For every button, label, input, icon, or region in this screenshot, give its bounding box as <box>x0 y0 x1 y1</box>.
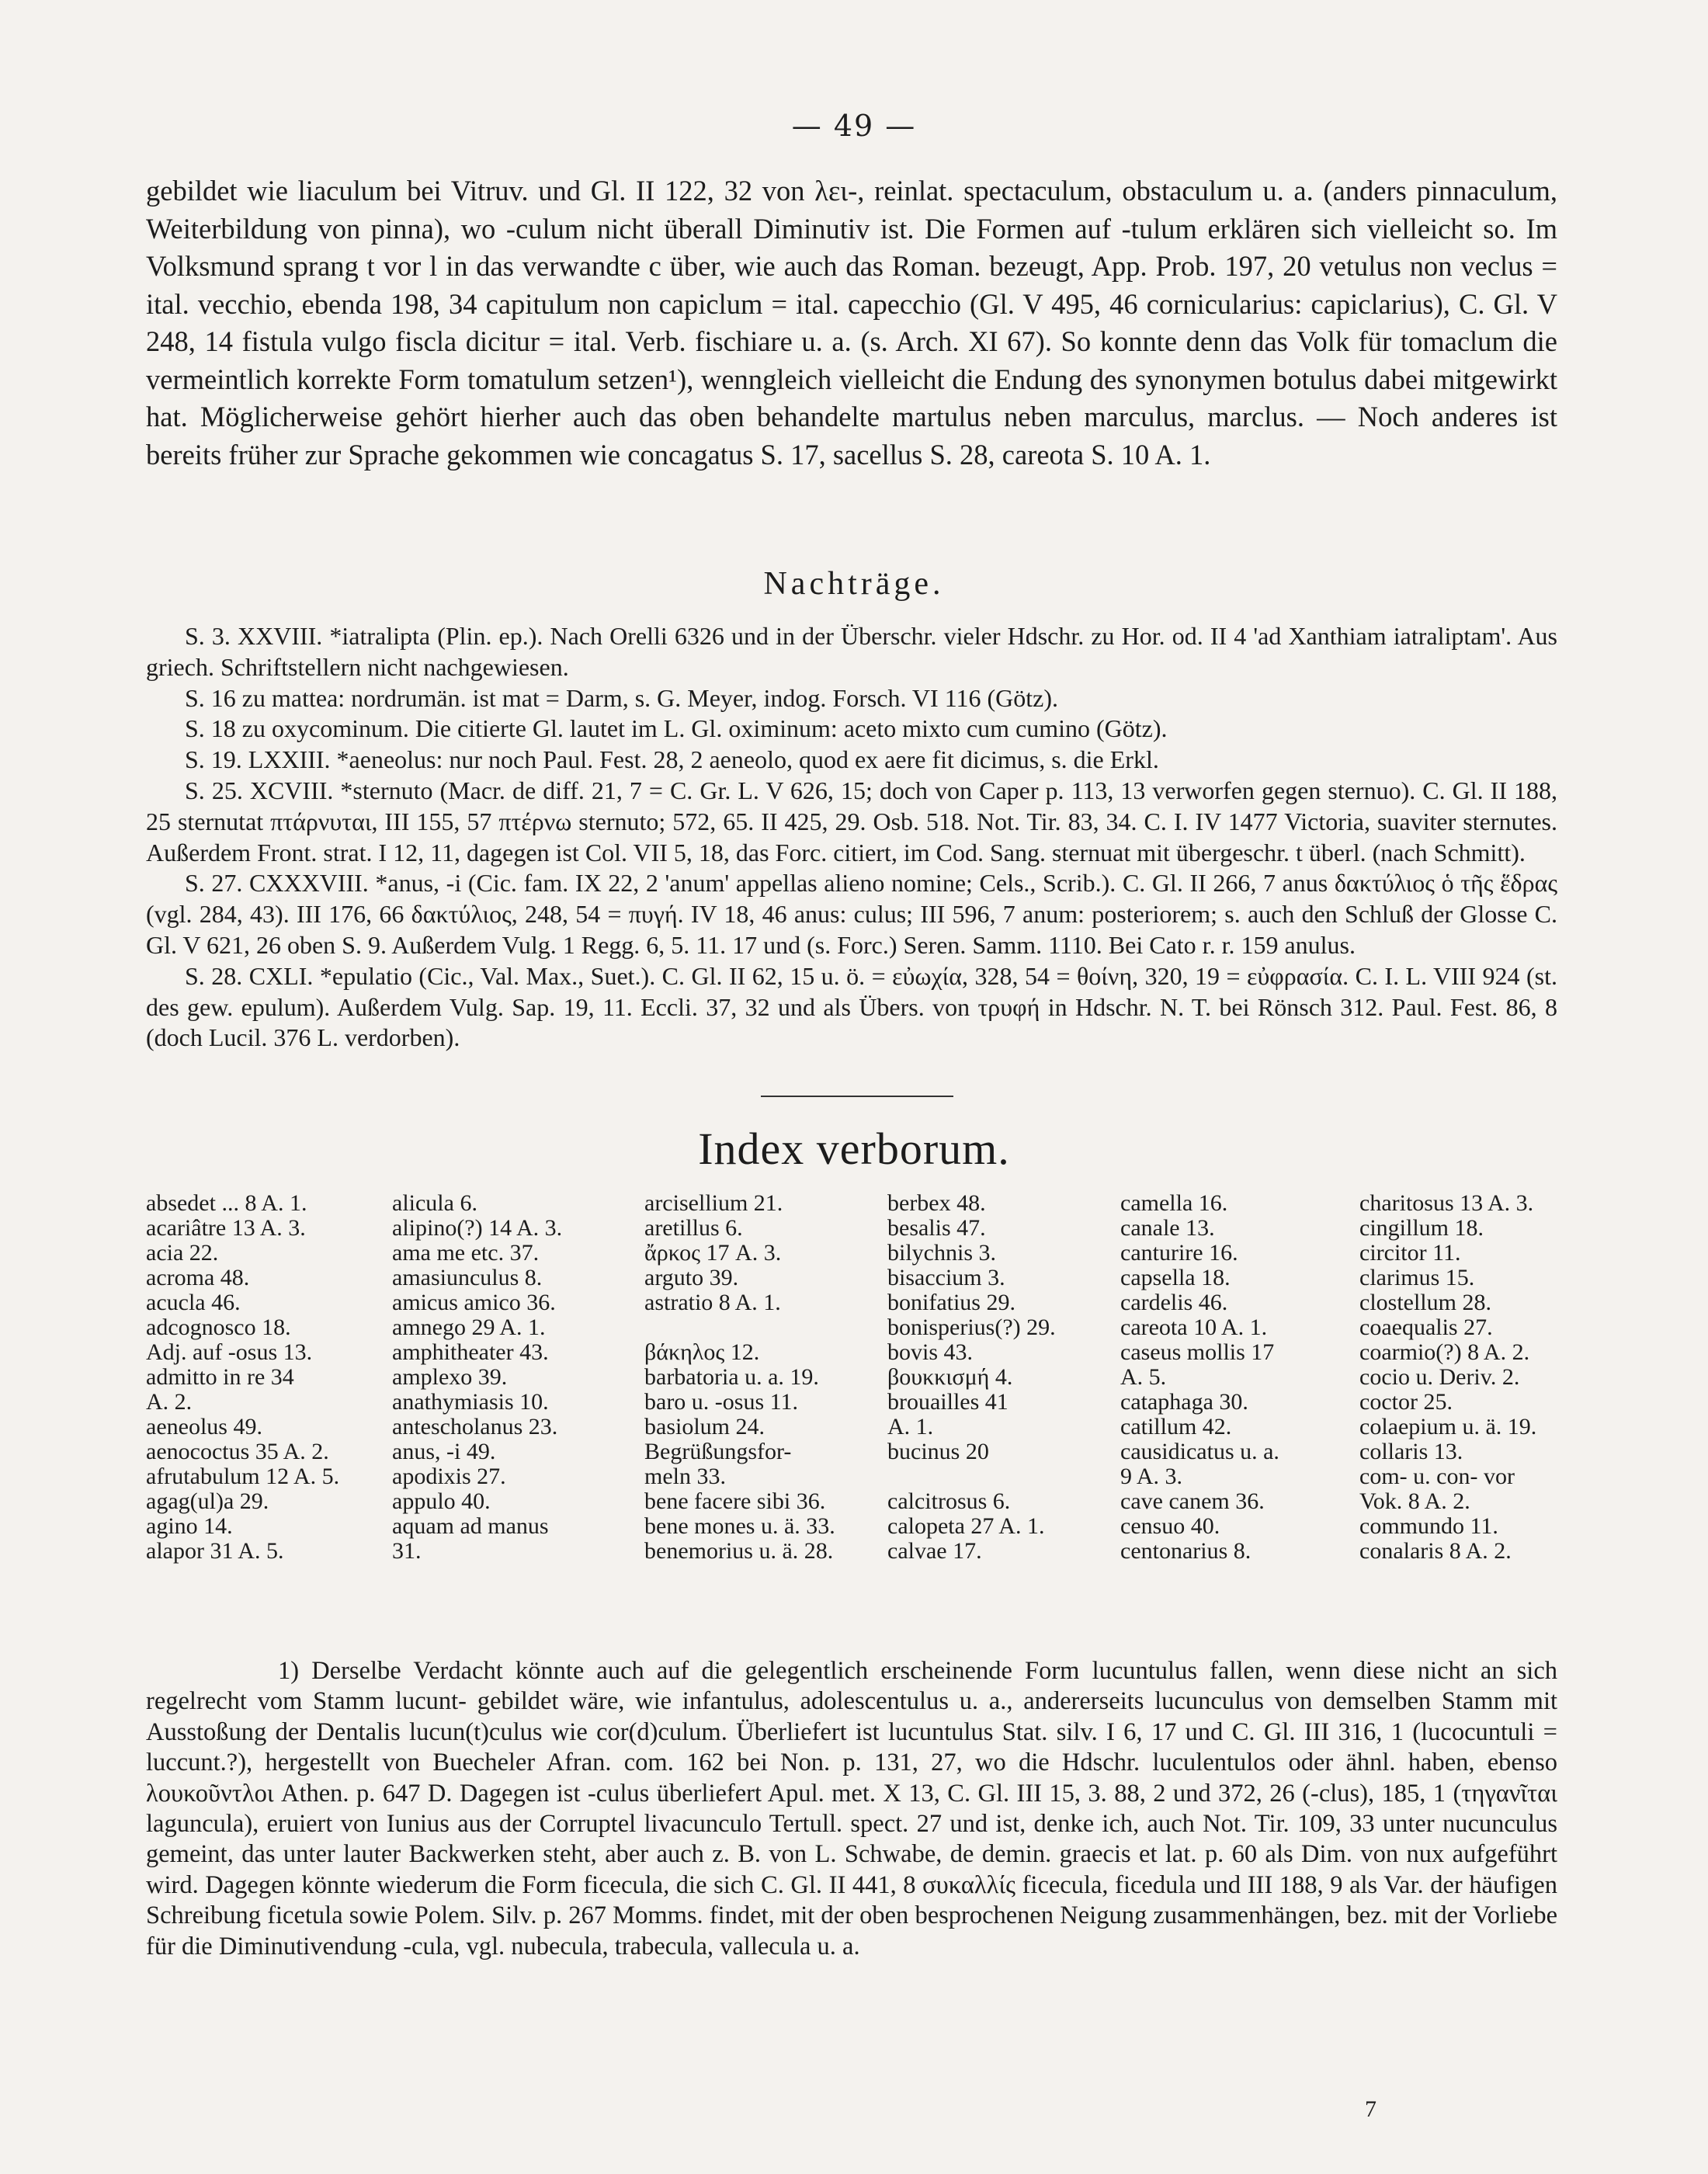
index-entry: bilychnis 3. <box>887 1240 996 1266</box>
index-entry: 31. <box>392 1538 422 1564</box>
nachtrag-entry: S. 18 zu oxycominum. Die citierte Gl. lautet im L. Gl. oximinum: aceto mixto cum cumino (Götz). <box>185 714 1168 743</box>
index-entry: bucinus 20 <box>887 1439 989 1464</box>
index-column <box>392 1191 644 1564</box>
index-entry: admitto in re 34 <box>146 1364 294 1390</box>
index-entry: calcitrosus 6. <box>887 1488 1011 1514</box>
index-entry: anus, -i 49. <box>392 1439 496 1464</box>
nachtrag-entry: S. 28. CXLI. *epulatio (Cic., Val. Max., Suet.). C. Gl. II 62, 15 u. ö. = εὐωχία, 328, 54 = θοίνη, 320, 19 = εὐφρασία. C. I. L. VIII 924 (st. des gew. epulum). Außerdem Vulg. Sap. 19, 11. Eccli. 37, 32 und als Übers. von τρυφή in Hdschr. N. T. bei Rönsch 312. Paul. Fest. 86, 8 (doch Lucil. 376 L. verdorben). <box>146 961 1557 1052</box>
index-entry: antescholanus 23. <box>392 1414 558 1439</box>
index-entry: bovis 43. <box>887 1339 974 1365</box>
index-entry: capsella 18. <box>1120 1265 1231 1290</box>
index-entry: coaequalis 27. <box>1359 1314 1493 1340</box>
index-entry: apodixis 27. <box>392 1464 506 1489</box>
index-entry: coctor 25. <box>1359 1389 1453 1415</box>
index-entry: com- u. con- vor <box>1359 1464 1515 1489</box>
index-entry: agino 14. <box>146 1513 233 1539</box>
index-entry: alipino(?) 14 A. 3. <box>392 1215 563 1241</box>
index-entry: brouailles 41 <box>887 1389 1008 1415</box>
index-entry: censuo 40. <box>1120 1513 1220 1539</box>
main-text-block <box>146 172 1557 474</box>
index-entry: appulo 40. <box>392 1488 491 1514</box>
nachtrag-entry: S. 27. CXXXVIII. *anus, -i (Cic. fam. IX 22, 2 'anum' appellas alieno nomine; Cels., Scrib.). C. Gl. II 266, 7 anus δακτύλιος ὁ τῆς ἕδρας (vgl. 284, 43). III 176, 66 δακτύλιος, 248, 54 = πυγή. IV 18, 46 anus: culus; III 596, 7 anum: posteriorem; s. auch den Schluß der Glosse C. Gl. V 621, 26 oben S. 9. Außerdem Vulg. 1 Regg. 6, 5. 11. 17 und (s. Forc.) Seren. Samm. 1110. Bei Cato r. r. 159 anulus. <box>146 869 1557 959</box>
index-entry: barbatoria u. a. 19. <box>644 1364 819 1390</box>
index-entry: Adj. auf -osus 13. <box>146 1339 313 1365</box>
index-entry: anathymiasis 10. <box>392 1389 549 1415</box>
index-entry: agag(ul)a 29. <box>146 1488 269 1514</box>
index-entry: cocio u. Deriv. 2. <box>1359 1364 1520 1390</box>
section-divider <box>761 1096 953 1097</box>
index-entry: bene mones u. ä. 33. <box>644 1513 835 1539</box>
index-entry: cardelis 46. <box>1120 1290 1228 1315</box>
index-entry: ama me etc. 37. <box>392 1240 540 1266</box>
index-entry: A. 5. <box>1120 1364 1167 1390</box>
index-entry: catillum 42. <box>1120 1414 1232 1439</box>
nachtrag-entry: S. 19. LXXIII. *aeneolus: nur noch Paul. Fest. 28, 2 aeneolo, quod ex aere fit dicimus, s. die Erkl. <box>185 745 1159 774</box>
index-entry: caseus mollis 17 <box>1120 1339 1275 1365</box>
index-entry: Vok. 8 A. 2. <box>1359 1488 1470 1514</box>
index-entry: A. 2. <box>146 1389 193 1415</box>
index-entry: amicus amico 36. <box>392 1290 556 1315</box>
index-entry: aretillus 6. <box>644 1215 743 1241</box>
index-entry: centonarius 8. <box>1120 1538 1251 1564</box>
index-entry: coarmio(?) 8 A. 2. <box>1359 1339 1530 1365</box>
index-entry: amnego 29 A. 1. <box>392 1314 546 1340</box>
index-entry: colaepium u. ä. 19. <box>1359 1414 1537 1439</box>
index-verborum-grid <box>146 1191 1582 1564</box>
index-heading: Index verborum. <box>698 1123 1010 1174</box>
index-entry: cataphaga 30. <box>1120 1389 1248 1415</box>
index-entry: clostellum 28. <box>1359 1290 1491 1315</box>
index-entry: arguto 39. <box>644 1265 739 1290</box>
signature-mark: 7 <box>1365 2096 1376 2122</box>
footnote-text: 1) Derselbe Verdacht könnte auch auf die gelegentlich erscheinende Form lucuntulus fallen, wenn diese nicht an sich regelrecht vom Stamm lucunt- gebildet wäre, wie infantulus, adolescentulus u. a., andererseits lucunculus von demselben Stamm mit Ausstoßung der Dentalis lucun(t)culus wie cor(d)culum. Überliefert ist lucuntulus Stat. silv. I 6, 17 und C. Gl. III 316, 1 (lucocuntuli = luccunt.?), hergestellt von Buecheler Afran. com. 162 bei Non. p. 131, 27, wo die Hdschr. luculentulos oder ähnl. haben, ebenso λουκοῦντλοι Athen. p. 647 D. Dagegen ist -culus überliefert Apul. met. X 13, C. Gl. III 15, 3. 88, 2 und 372, 26 (-clus), 185, 1 (τηγανῖται laguncula), eruiert von Iunius aus der Corruptel livacunculo Tertull. spect. 27 und ist, denke ich, auch Not. Tir. 109, 33 unter nucunculus gemeint, das unter lauter Backwerken steht, aber auch z. B. von L. Schwabe, de demin. graecis et lat. p. 60 als Dim. von nux aufgeführt wird. Dagegen könnte wiederum die Form ficecula, die sich C. Gl. II 441, 8 συκαλλίς ficecula, ficedula und III 188, 9 als Var. der häufigen Schreibung ficetula sowie Polem. Silv. p. 267 Momms. findet, mit der oben besprochenen Neigung zusammenhängen, bez. mit der Vorliebe für die Diminutivendung -cula, vgl. nubecula, trabecula, vallecula u. a. <box>146 1657 1557 1960</box>
index-entry: cingillum 18. <box>1359 1215 1484 1241</box>
index-entry: adcognosco 18. <box>146 1314 291 1340</box>
footnote <box>146 1656 1557 1962</box>
index-entry: meln 33. <box>644 1464 726 1489</box>
nachtrag-entry: S. 25. XCVIII. *sternuto (Macr. de diff. 21, 7 = C. Gr. L. V 626, 15; doch von Caper p. 113, 13 verworfen gegen sternuo). C. Gl. II 188, 25 sternutat πτάρνυται, III 155, 57 πτέρνω sternuto; 572, 65. II 425, 29. Osb. 518. Not. Tir. 83, 34. C. I. IV 1477 Victoria, suaviter sternutes. Außerdem Front. strat. I 12, 11, dagegen ist Col. VII 5, 18, das Forc. citiert, im Cod. Sang. sternuat mit übergeschr. t überl. (nach Schmitt). <box>146 776 1557 866</box>
index-entry: bene facere sibi 36. <box>644 1488 826 1514</box>
index-entry: acucla 46. <box>146 1290 241 1315</box>
index-entry: bonisperius(?) 29. <box>887 1314 1056 1340</box>
index-entry: canturire 16. <box>1120 1240 1238 1266</box>
index-entry: berbex 48. <box>887 1190 986 1216</box>
index-entry: astratio 8 A. 1. <box>644 1290 781 1315</box>
index-entry: canale 13. <box>1120 1215 1215 1241</box>
index-entry <box>644 1315 887 1340</box>
nachtraege-heading: Nachträge. <box>763 566 945 602</box>
index-entry: alicula 6. <box>392 1190 477 1216</box>
index-entry: charitosus 13 A. 3. <box>1359 1190 1534 1216</box>
index-entry: amasiunculus 8. <box>392 1265 543 1290</box>
index-entry: Begrüßungsfor- <box>644 1439 792 1464</box>
index-entry: acia 22. <box>146 1240 219 1266</box>
index-entry: circitor 11. <box>1359 1240 1461 1266</box>
index-entry: βουκκισμή 4. <box>887 1364 1013 1390</box>
index-entry: ἄρκος 17 A. 3. <box>644 1240 782 1266</box>
index-entry: βάκηλος 12. <box>644 1339 760 1365</box>
index-entry: clarimus 15. <box>1359 1265 1475 1290</box>
index-entry: conalaris 8 A. 2. <box>1359 1538 1512 1564</box>
index-entry: benemorius u. ä. 28. <box>644 1538 834 1564</box>
index-entry: causidicatus u. a. <box>1120 1439 1279 1464</box>
index-entry: amphitheater 43. <box>392 1339 549 1365</box>
index-entry: calopeta 27 A. 1. <box>887 1513 1045 1539</box>
index-entry: calvae 17. <box>887 1538 982 1564</box>
index-column <box>644 1191 887 1564</box>
index-entry: bonifatius 29. <box>887 1290 1015 1315</box>
index-entry: alapor 31 A. 5. <box>146 1538 284 1564</box>
index-column <box>1359 1191 1582 1564</box>
index-entry: afrutabulum 12 A. 5. <box>146 1464 340 1489</box>
index-entry: acroma 48. <box>146 1265 250 1290</box>
index-entry: absedet ... 8 A. 1. <box>146 1190 307 1216</box>
index-entry: basiolum 24. <box>644 1414 765 1439</box>
index-entry: camella 16. <box>1120 1190 1228 1216</box>
index-entry: amplexo 39. <box>392 1364 508 1390</box>
index-entry: 9 A. 3. <box>1120 1464 1183 1489</box>
page-number: — 49 — <box>791 109 917 143</box>
index-column <box>146 1191 392 1564</box>
index-entry: aenococtus 35 A. 2. <box>146 1439 329 1464</box>
index-entry: baro u. -osus 11. <box>644 1389 799 1415</box>
main-paragraph: gebildet wie liaculum bei Vitruv. und Gl. II 122, 32 von λει-, reinlat. spectaculum, obstaculum u. a. (anders pinnaculum, Weiterbildung von pinna), wo -culum nicht überall Diminutiv ist. Die Formen auf -tulum erklären sich vielleicht so. Im Volksmund sprang t vor l in das verwandte c über, wie auch das Roman. bezeugt, App. Prob. 197, 20 vetulus non veclus = ital. vecchio, ebenda 198, 34 capitulum non capiclum = ital. capecchio (Gl. V 495, 46 cornicularius: capiclarius), C. Gl. V 248, 14 fistula vulgo fiscla dicitur = ital. Verb. fischiare u. a. (s. Arch. XI 67). So konnte denn das Volk für tomaclum die vermeintlich korrekte Form tomatulum setzen¹), wenngleich vielleicht die Endung des synonymen botulus dabei mitgewirkt hat. Möglicherweise gehört hierher auch das oben behandelte martulus neben marculus, marclus. — Noch anderes ist bereits früher zur Sprache gekommen wie concagatus S. 17, sacellus S. 28, careota S. 10 A. 1. <box>146 175 1557 471</box>
index-entry: cave canem 36. <box>1120 1488 1265 1514</box>
index-entry: arcisellium 21. <box>644 1190 783 1216</box>
index-entry: commundo 11. <box>1359 1513 1498 1539</box>
index-entry: besalis 47. <box>887 1215 986 1241</box>
index-column <box>887 1191 1120 1564</box>
index-entry: careota 10 A. 1. <box>1120 1314 1268 1340</box>
nachtraege-block <box>146 621 1557 1054</box>
nachtrag-entry: S. 16 zu mattea: nordrumän. ist mat = Darm, s. G. Meyer, indog. Forsch. VI 116 (Götz). <box>185 683 1059 712</box>
index-entry: A. 1. <box>887 1414 934 1439</box>
index-entry <box>887 1464 1120 1489</box>
nachtrag-entry: S. 3. XXVIII. *iatralipta (Plin. ep.). Nach Orelli 6326 und in der Überschr. vieler Hdschr. zu Hor. od. II 4 'ad Xanthiam iatraliptam'. Aus griech. Schriftstellern nicht nachgewiesen. <box>146 622 1557 681</box>
index-entry: acariâtre 13 A. 3. <box>146 1215 306 1241</box>
index-entry: bisaccium 3. <box>887 1265 1005 1290</box>
index-entry: aeneolus 49. <box>146 1414 262 1439</box>
index-entry: collaris 13. <box>1359 1439 1463 1464</box>
index-entry: aquam ad manus <box>392 1513 549 1539</box>
index-column <box>1120 1191 1359 1564</box>
